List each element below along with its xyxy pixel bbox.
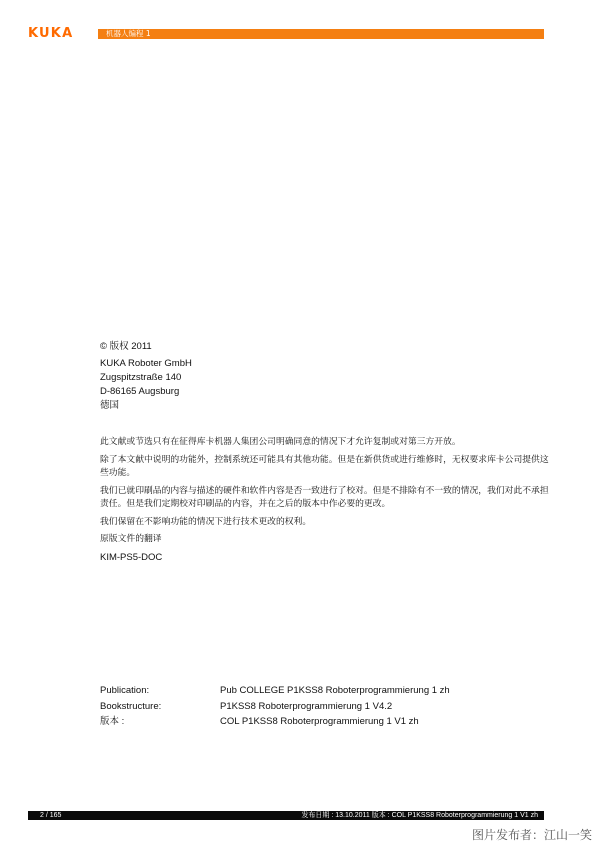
publication-row xyxy=(100,699,450,715)
watermark: 图片发布者：江山一笑 xyxy=(471,828,592,842)
kuka-logo: KUKA xyxy=(28,26,74,41)
publication-row xyxy=(100,714,450,730)
publication-value: Pub COLLEGE P1KSS8 Roboterprogrammierung 1 zh xyxy=(220,685,450,696)
legal-paragraph: 此文献或节选只有在征得库卡机器人集团公司明确同意的情况下才允许复制或对第三方开放。 xyxy=(100,437,461,447)
publication-key: 版本 : xyxy=(100,716,125,727)
legal-paragraph: 我们保留在不影响功能的情况下进行技术更改的权利。 xyxy=(100,516,312,527)
address-line: Zugspitzstraße 140 xyxy=(100,372,182,383)
legal-paragraph: 除了本文献中说明的功能外，控制系统还可能具有其他功能。但是在新供货或进行维修时，无权要求库卡公司提供这些功能。 xyxy=(100,454,549,478)
address-block xyxy=(100,357,192,413)
header-title: 机器人编程 1 xyxy=(106,29,151,38)
footer-info: 发布日期 : 13.10.2011 版本 : COL P1KSS8 Roboterprogrammierung 1 V1 zh xyxy=(301,812,538,819)
publication-key: Bookstructure: xyxy=(100,700,162,712)
address-line: D-86165 Augsburg xyxy=(100,386,180,397)
legal-paragraph: 我们已就印刷品的内容与描述的硬件和软件内容是否一致进行了校对。但是不排除有不一致的情况，我们对此不承担责任。但是我们定期校对印刷品的内容，并在之后的版本中作必要的更改。 xyxy=(100,485,549,509)
publication-row xyxy=(100,683,450,699)
legal-notice xyxy=(100,436,552,551)
publication-value: P1KSS8 Roboterprogrammierung 1 V4.2 xyxy=(220,700,393,712)
document-id: KIM-PS5-DOC xyxy=(100,552,163,563)
header-bar xyxy=(98,29,544,39)
publication-key: Publication: xyxy=(100,685,150,696)
legal-paragraph: 原版文件的翻译 xyxy=(100,534,162,544)
publication-info xyxy=(100,683,450,730)
address-line: KUKA Roboter GmbH xyxy=(100,358,192,369)
copyright-line: © 版权 2011 xyxy=(100,341,152,352)
address-line: 德国 xyxy=(100,400,120,411)
publication-value: COL P1KSS8 Roboterprogrammierung 1 V1 zh xyxy=(220,716,419,727)
page-number: 2 / 165 xyxy=(40,812,62,819)
footer-bar xyxy=(28,811,544,820)
